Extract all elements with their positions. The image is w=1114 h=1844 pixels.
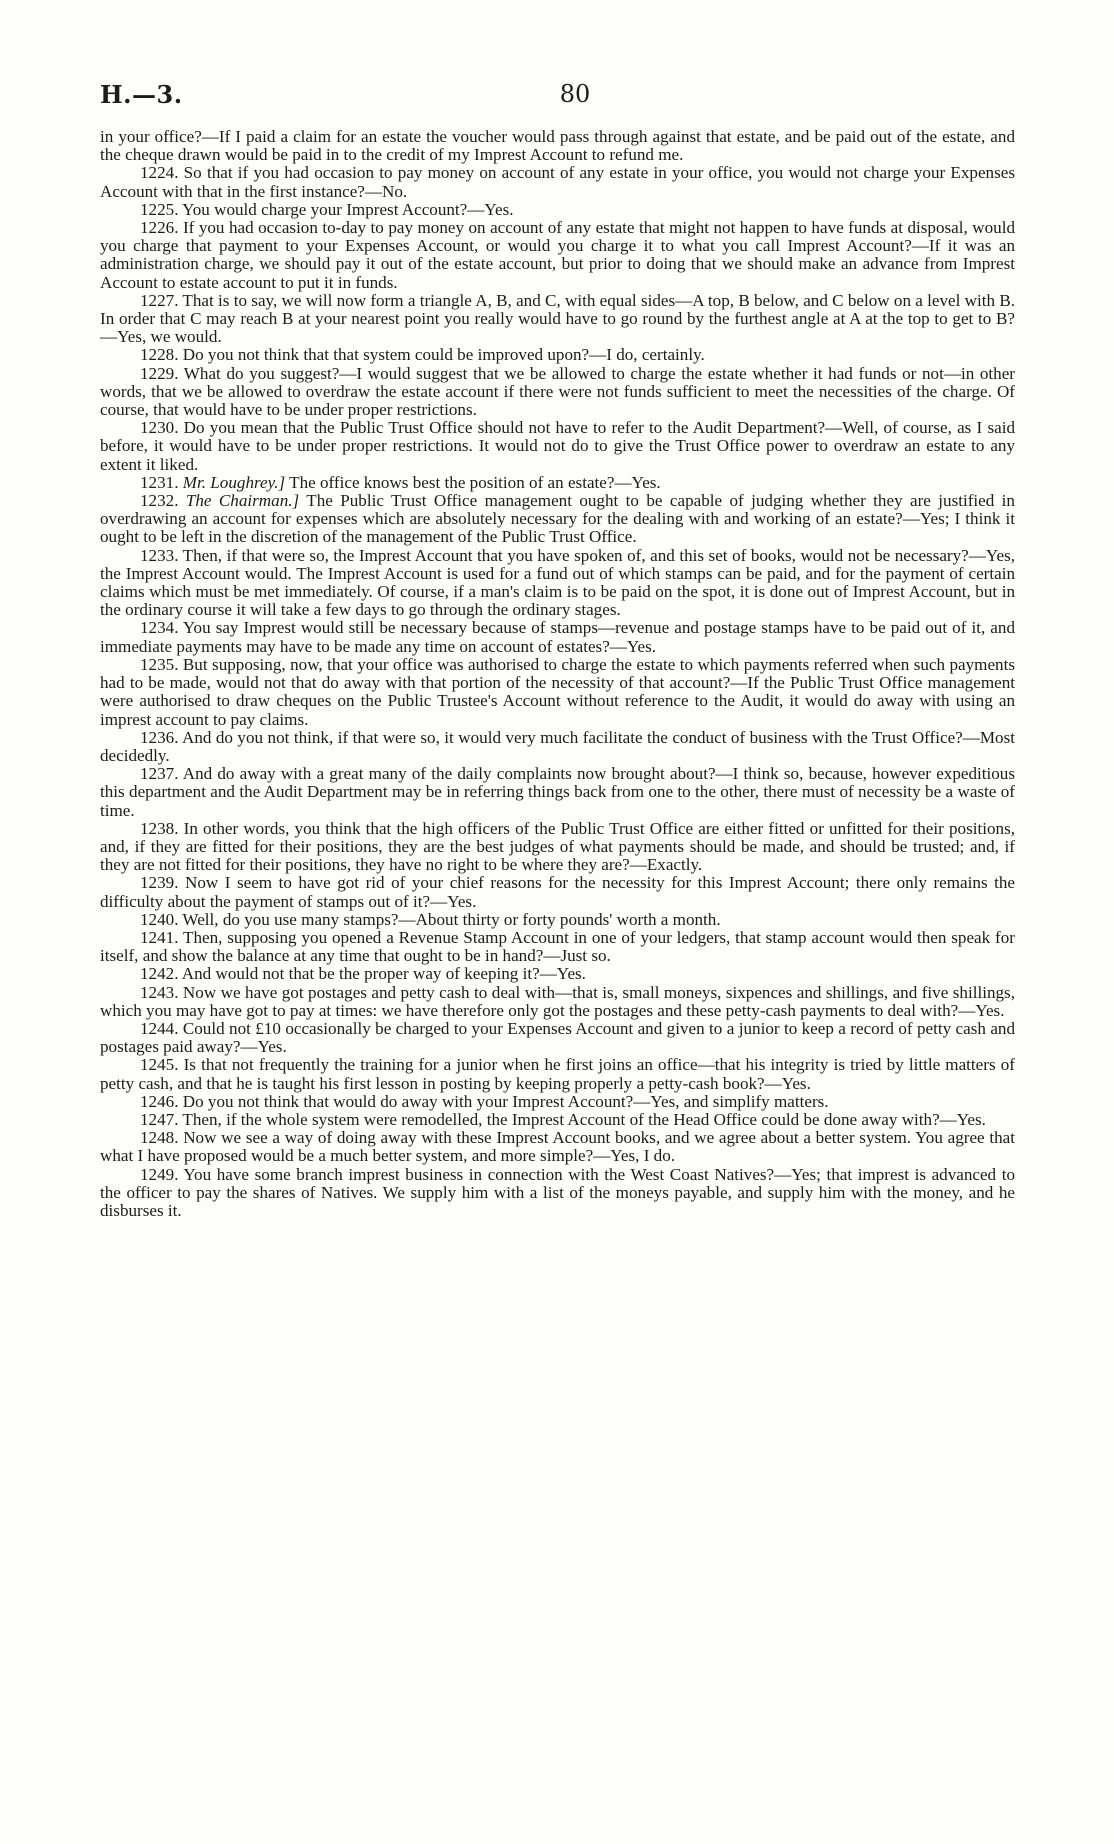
paragraph-text: The office knows best the position of an estate?—Yes. xyxy=(289,472,661,492)
paragraph-1233: 1233. Then, if that were so, the Imprest Account that you have spoken of, and this set of books, would not be necessary?—Yes, the Imprest Account would. The Imprest Account is used for a fund out of which stamps can be paid, and for the payment of certain claims which must be met immediately. Of course, if a man's claim is to be paid on the spot, it is done out of Imprest Account, but in the ordinary course it will take a few days to go through the ordinary stages. xyxy=(100,545,1015,620)
paragraph-1229: 1229. What do you suggest?—I would suggest that we be allowed to charge the estate whether it had funds or not—in other words, that we be allowed to overdraw the estate account if there were not funds sufficient to meet the necessities of the charge. Of course, that would have to be under proper restrictions. xyxy=(100,363,1015,420)
transcript-body xyxy=(100,128,1015,1220)
paragraph-1228: 1228. Do you not think that that system could be improved upon?—I do, certainly. xyxy=(140,345,705,365)
paragraph-1226: 1226. If you had occasion to-day to pay money on account of any estate that might not happen to have funds at disposal, would you charge that payment to your Expenses Account, or would you charge it to what you call Imprest Account?—If it was an administration charge, we should pay it out of the estate account, but prior to doing that we should make an advance from Imprest Account to estate account to put it in funds. xyxy=(100,218,1015,292)
speaker-name: The Chairman.] xyxy=(185,491,300,511)
paragraph-1239: 1239. Now I seem to have got rid of your chief reasons for the necessity for this Imprest Account; there only remains the difficulty about the payment of stamps out of it?—Yes. xyxy=(100,873,1015,911)
question-number: 1231. xyxy=(140,472,179,492)
paragraph-1237: 1237. And do away with a great many of the daily complaints now brought about?—I think so, because, however expeditious this department and the Audit Department may be in referring things back from one to the other, there must of necessity be a waste of time. xyxy=(100,764,1015,820)
paragraph-1241: 1241. Then, supposing you opened a Revenue Stamp Account in one of your ledgers, that stamp account would then speak for itself, and show the balance at any time that ought to be in hand?—Just so. xyxy=(100,927,1015,966)
question-number: 1232. xyxy=(140,491,179,511)
paragraph-1248: 1248. Now we see a way of doing away with these Imprest Account books, and we agree about a better system. You agree that what I have proposed would be a much better system, and more simple?—Yes, I do. xyxy=(100,1128,1015,1166)
paragraph-continuation: in your office?—If I paid a claim for an estate the voucher would pass through against that estate, and be paid out of the estate, and the cheque drawn would be paid in to the credit of my Imprest Account to refund me. xyxy=(100,127,1015,165)
document-reference: H.—3. xyxy=(100,80,183,109)
paragraph-1244: 1244. Could not £10 occasionally be charged to your Expenses Account and given to a junior to keep a record of petty cash and postages paid away?—Yes. xyxy=(100,1018,1015,1057)
paragraph-1247: 1247. Then, if the whole system were remodelled, the Imprest Account of the Head Office could be done away with?—Yes. xyxy=(140,1109,986,1129)
page-header xyxy=(100,80,1015,114)
paragraph-1242: 1242. And would not that be the proper way of keeping it?—Yes. xyxy=(140,964,586,984)
paragraph-1243: 1243. Now we have got postages and petty cash to deal with—that is, small moneys, sixpences and shillings, and five shillings, which you may have got to pay at times: we have therefore only got the postages and these petty-cash payments to deal with?—Yes. xyxy=(100,982,1015,1020)
page-number: 80 xyxy=(559,80,591,108)
paragraph-1225: 1225. You would charge your Imprest Account?—Yes. xyxy=(140,199,514,219)
paragraph-1231 xyxy=(100,474,1015,492)
paragraph-1227: 1227. That is to say, we will now form a triangle A, B, and C, with equal sides—A top, B below, and C below on a level with B. In order that C may reach B at your nearest point you really would have to go round by the furthest angle at A at the top to get to B?—Yes, we would. xyxy=(100,290,1015,347)
paragraph-1249: 1249. You have some branch imprest business in connection with the West Coast Natives?—Yes; that imprest is advanced to the officer to pay the shares of Natives. We supply him with a list of the moneys payable, and supply him with the money, and he disburses it. xyxy=(100,1164,1015,1220)
paragraph-1232 xyxy=(100,492,1015,547)
speaker-name: Mr. Loughrey.] xyxy=(182,472,286,492)
paragraph-1235: 1235. But supposing, now, that your office was authorised to charge the estate to which payments referred when such payments had to be made, would not that do away with that portion of the necessity of that account?—If the Public Trust Office management were authorised to draw cheques on the Public Trustee's Account without reference to the Audit, it would do away with using an imprest account to pay claims. xyxy=(100,654,1015,729)
paragraph-1240: 1240. Well, do you use many stamps?—About thirty or forty pounds' worth a month. xyxy=(140,909,721,929)
paragraph-1230: 1230. Do you mean that the Public Trust Office should not have to refer to the Audit Department?—Well, of course, as I said before, it would have to be under proper restrictions. It would not do to give the Trust Office power to overdraw an estate to any extent it liked. xyxy=(100,418,1015,474)
paragraph-1245: 1245. Is that not frequently the training for a junior when he first joins an office—that his integrity is tried by little matters of petty cash, and that he is taught his first lesson in posting by keeping properly a petty-cash book?—Yes. xyxy=(100,1055,1015,1093)
paragraph-1246: 1246. Do you not think that would do away with your Imprest Account?—Yes, and simplify matters. xyxy=(140,1091,829,1111)
paragraph-text: The Public Trust Office management ought to be capable of judging whether they are justified in overdrawing an account for expenses which are absolutely necessary for the dealing with and working of an estate?—Yes; I think it ought to be left in the discretion of the management of the Public Trust Office. xyxy=(100,491,1015,547)
paragraph-1234: 1234. You say Imprest would still be necessary because of stamps—revenue and postage stamps have to be paid out of it, and immediate payments may have to be made any time on account of estates?—Yes. xyxy=(100,618,1015,656)
paragraph-1238: 1238. In other words, you think that the high officers of the Public Trust Office are either fitted or unfitted for their positions, and, if they are fitted for their positions, they are the best judges of what payments should be made, and should be trusted; and, if they are not fitted for their positions, they have no right to be where they are?—Exactly. xyxy=(100,818,1015,875)
paragraph-1224: 1224. So that if you had occasion to pay money on account of any estate in your office, you would not charge your Expenses Account with that in the first instance?—No. xyxy=(100,163,1015,201)
paragraph-1236: 1236. And do you not think, if that were so, it would very much facilitate the conduct of business with the Trust Office?—Most decidedly. xyxy=(100,727,1015,765)
